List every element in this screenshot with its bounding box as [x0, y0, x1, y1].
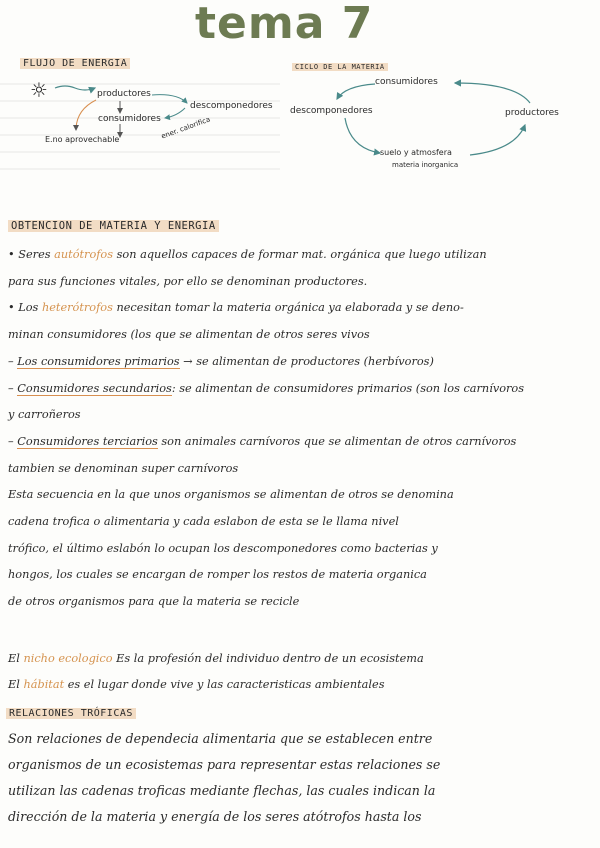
line-text: para sus funciones vitales, por ello se denominan productores.: [8, 274, 368, 288]
relaciones-line: Son relaciones de dependecia alimentaria que se establecen entre: [8, 731, 433, 746]
line-text: El: [8, 678, 24, 691]
ciclo-suelo: suelo y atmosfera: [380, 148, 452, 157]
obtencion-line: [8, 515, 592, 529]
line-text: • Los: [8, 301, 42, 315]
obtencion-line: [8, 568, 592, 582]
ciclo-materia: materia inorganica: [392, 161, 459, 169]
line-text: trófico, el último eslabón lo ocupan los descomponedores como bacterias y: [8, 541, 438, 555]
nicho-line: [8, 678, 592, 692]
line-text: : se alimentan de consumidores primarios (son los carnívoros: [171, 381, 524, 395]
line-text: –: [8, 381, 18, 395]
obtencion-line: [8, 301, 592, 315]
line-text: de otros organismos para que la materia se recicle: [8, 595, 300, 609]
obtencion-line: [8, 462, 592, 476]
line-text: Esta secuencia en la que unos organismos se alimentan de otros se denomina: [8, 488, 454, 502]
keyword: heterótrofos: [41, 301, 113, 315]
relaciones-line: organismos de un ecosistemas para representar estas relaciones se: [8, 757, 441, 772]
line-text: Es la profesión del individuo dentro de un ecosistema: [112, 652, 424, 665]
underlined-term: Los consumidores primarios: [17, 354, 180, 368]
line-text: minan consumidores (los que se alimentan de otros seres vivos: [8, 328, 370, 342]
line-text: son aquellos capaces de formar mat. orgánica que luego utilizan: [113, 248, 487, 261]
underlined-term: Consumidores secundarios: [17, 381, 172, 395]
keyword: hábitat: [23, 678, 65, 691]
nicho-line: [8, 652, 592, 666]
line-text: • Seres: [8, 248, 55, 261]
obtencion-line: [8, 328, 592, 342]
ciclo-productores: productores: [505, 108, 559, 118]
obtencion-line: [8, 542, 592, 556]
obtencion-line: [8, 435, 592, 449]
flujo-calorifica: ener. calorifica: [160, 115, 212, 141]
flujo-consumidores: consumidores: [98, 114, 161, 124]
obtencion-line: [8, 408, 592, 422]
line-text: necesitan tomar la materia orgánica ya elaborada y se deno-: [112, 301, 464, 315]
relaciones-heading: RELACIONES TRÓFICAS: [6, 708, 136, 719]
ciclo-consumidores: consumidores: [375, 77, 438, 87]
line-text: hongos, los cuales se encargan de romper los restos de materia organica: [8, 568, 427, 582]
flujo-productores: productores: [97, 89, 151, 99]
line-text: –: [8, 434, 18, 448]
flujo-descomponedores: descomponedores: [190, 101, 273, 111]
obtencion-line: [8, 248, 592, 262]
keyword: autótrofos: [54, 248, 114, 261]
line-text: → se alimentan de productores (herbívoros): [179, 354, 434, 368]
line-text: y carroñeros: [8, 408, 81, 422]
obtencion-line: [8, 595, 592, 609]
ciclo-heading: CICLO DE LA MATERIA: [292, 63, 388, 71]
line-text: es el lugar donde vive y las caracteristicas ambientales: [64, 678, 385, 691]
relaciones-line: utilizan las cadenas troficas mediante flechas, las cuales indican la: [8, 783, 436, 798]
line-text: son animales carnívoros que se alimentan de otros carnívoros: [157, 434, 517, 448]
ciclo-descomponedores: descomponedores: [290, 106, 373, 116]
obtencion-line: [8, 382, 592, 396]
sun-icon: ☼: [30, 78, 48, 102]
page-title: tema 7: [195, 0, 374, 49]
obtencion-line: [8, 275, 592, 289]
relaciones-line: dirección de la materia y energía de los seres atótrofos hasta los: [8, 809, 422, 824]
line-text: El: [8, 652, 24, 665]
obtencion-line: [8, 355, 592, 369]
underlined-term: Consumidores terciarios: [17, 434, 158, 448]
line-text: cadena trofica o alimentaria y cada eslabon de esta se le llama nivel: [8, 515, 399, 528]
keyword: nicho ecologico: [23, 652, 113, 665]
flujo-heading: FLUJO DE ENERGIA: [20, 58, 130, 69]
obtencion-heading: OBTENCION DE MATERIA Y ENERGIA: [8, 220, 219, 232]
flujo-e-no-aprovechable: E.no aprovechable: [45, 135, 120, 144]
obtencion-line: [8, 488, 592, 502]
line-text: –: [8, 354, 18, 368]
line-text: tambien se denominan super carnívoros: [8, 461, 239, 475]
